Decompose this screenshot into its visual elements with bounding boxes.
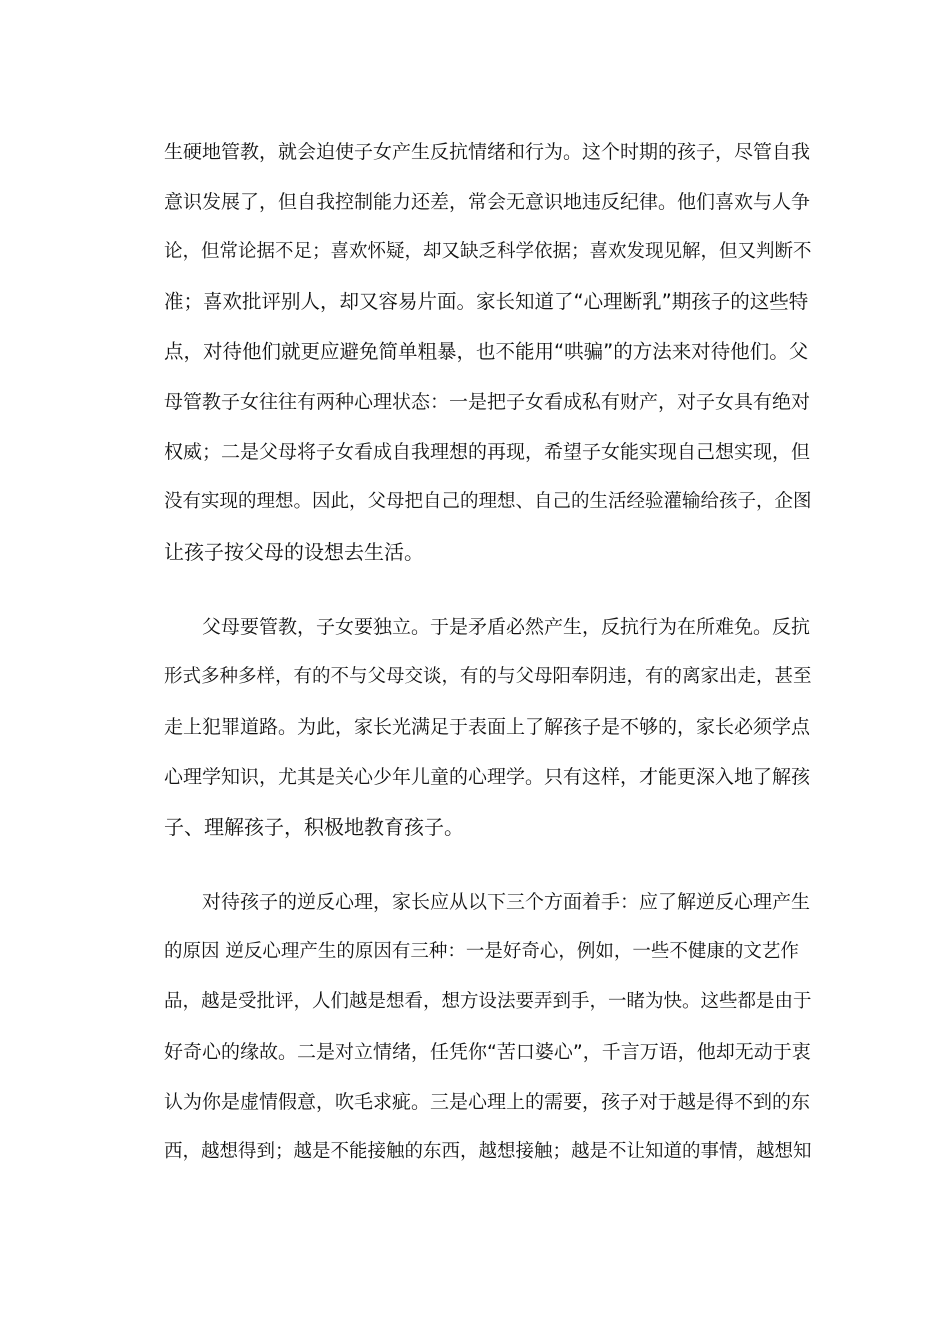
paragraph-line: 的原因 逆反心理产生的原因有三种：一是好奇心，例如，一些不健康的文艺作 (164, 941, 799, 962)
paragraph-2 (164, 602, 814, 852)
paragraph-line: 走上犯罪道路。为此，家长光满足于表面上了解孩子是不够的，家长必须学点 (164, 716, 811, 738)
paragraph-line: 对待孩子的逆反心理，家长应从以下三个方面着手：应了解逆反心理产生 (164, 891, 811, 913)
paragraph-line: 母管教子女往往有两种心理状态：一是把子女看成私有财产，对子女具有绝对 (164, 391, 811, 413)
paragraph-line: 父母要管教，子女要独立。于是矛盾必然产生，反抗行为在所难免。反抗 (164, 616, 811, 638)
paragraph-line: 让孩子按父母的设想去生活。 (164, 540, 424, 564)
paragraph-line: 心理学知识，尤其是关心少年儿童的心理学。只有这样，才能更深入地了解孩 (164, 766, 811, 788)
paragraph-line: 点，对待他们就更应避免简单粗暴，也不能用“哄骗”的方法来对待他们。父 (164, 340, 809, 363)
paragraph-line: 论，但常论据不足；喜欢怀疑，却又缺乏科学依据；喜欢发现见解，但又判断不 (164, 241, 812, 262)
paragraph-line: 西，越想得到；越是不能接触的东西，越想接触；越是不让知道的事情，越想知 (164, 1141, 812, 1162)
paragraph-line: 权威；二是父母将子女看成自我理想的再现，希望子女能实现自己想实现，但 (164, 441, 811, 463)
paragraph-1 (164, 127, 814, 577)
paragraph-line: 认为你是虚情假意，吹毛求疵。三是心理上的需要，孩子对于越是得不到的东 (164, 1091, 811, 1113)
paragraph-line: 子、理解孩子，积极地教育孩子。 (164, 815, 464, 839)
paragraph-line: 形式多种多样，有的不与父母交谈，有的与父母阳奉阴违，有的离家出走，甚至 (164, 666, 812, 687)
paragraph-line: 好奇心的缘故。二是对立情绪，任凭你“苦口婆心”，千言万语，他却无动于衷 (164, 1041, 811, 1063)
paragraph-line: 没有实现的理想。因此，父母把自己的理想、自己的生活经验灌输给孩子，企图 (164, 491, 812, 512)
paragraph-line: 意识发展了，但自我控制能力还差，常会无意识地违反纪律。他们喜欢与人争 (164, 191, 811, 213)
paragraph-line: 品，越是受批评，人们越是想看，想方设法要弄到手，一睹为快。这些都是由于 (164, 991, 812, 1012)
paragraph-3 (164, 877, 814, 1177)
paragraph-line: 准；喜欢批评别人，却又容易片面。家长知道了“心理断乳”期孩子的这些特 (164, 290, 809, 313)
paragraph-line: 生硬地管教，就会迫使子女产生反抗情绪和行为。这个时期的孩子，尽管自我 (164, 141, 811, 163)
